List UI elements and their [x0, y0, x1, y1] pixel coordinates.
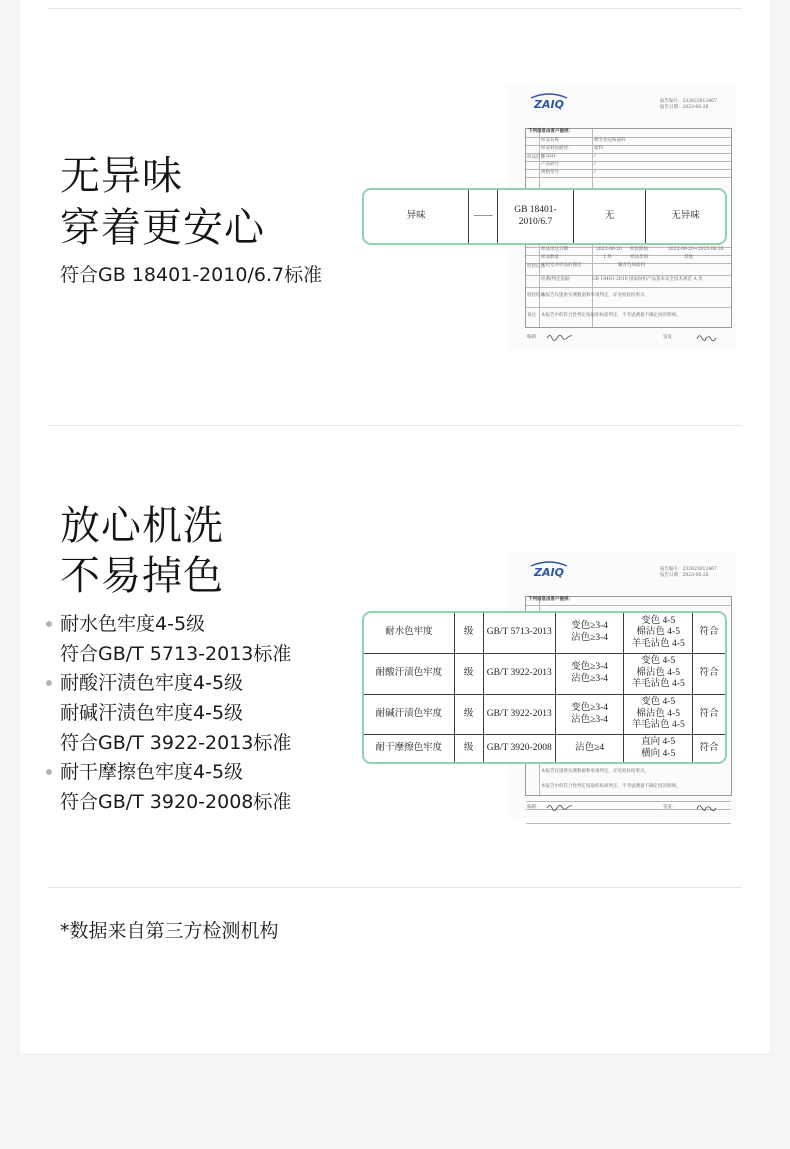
field-label: 规格型号：	[541, 170, 564, 175]
conclusion-label: 检验结论	[527, 293, 545, 298]
report-table-header: 下列信息由客户提供：	[528, 597, 573, 602]
report-number: 报告编号：232623012467	[660, 567, 717, 572]
reviewer-sign-label: 签发：	[663, 805, 677, 810]
test-standard: GB/T 3922-2013	[483, 694, 555, 735]
field-label: 样品ID：	[541, 154, 560, 159]
table-row	[364, 735, 725, 762]
zaiq-logo-icon	[526, 559, 572, 579]
conclusion-text: 本报告仅提供实测数据和单项判定，详见检验结果页。	[541, 769, 649, 774]
test-verdict: 符合	[692, 735, 725, 762]
odor-requirement: 无	[573, 190, 645, 243]
group-label: 检验信息	[527, 264, 545, 269]
test-item: 耐水色牢度	[364, 613, 454, 653]
test-standard: GB/T 3920-2008	[483, 735, 555, 762]
test-standard: GB/T 3922-2013	[483, 653, 555, 694]
odor-standard: GB 18401-2010/6.7	[498, 190, 574, 243]
test-requirement: 沾色≥4	[555, 735, 624, 762]
odor-unit: ——	[469, 190, 498, 243]
field-value: /	[594, 154, 596, 159]
section2-headline-line1: 放心机洗	[60, 503, 224, 549]
field-value: 2023-06-20~2023-06-26	[668, 247, 724, 252]
bullet-dot-icon	[46, 769, 52, 775]
data-source-footnote: *数据来自第三方检测机构	[60, 920, 279, 942]
field-label: 样品材质描述：	[541, 146, 573, 151]
field-value: 1 块	[603, 255, 612, 260]
test-item: 耐酸汗渍色牢度	[364, 653, 454, 694]
test-result: 变色 4-5 棉沾色 4-5 羊毛沾色 4-5	[624, 653, 693, 694]
field-value: 2023-06-20	[596, 247, 622, 252]
test-requirement: 变色≥3-4 沾色≥3-4	[555, 653, 624, 694]
field-value: 藏青色绒面料	[618, 263, 645, 268]
report-table-header: 下列信息由客户提供：	[528, 129, 573, 134]
test-verdict: 符合	[692, 653, 725, 694]
field-label: 检测/判定依据：	[541, 277, 575, 282]
test-result: 直向 4-5 横向 4-5	[624, 735, 693, 762]
test-item: 耐干摩擦色牢度	[364, 735, 454, 762]
editor-sign-label: 编制：	[527, 335, 541, 340]
report-date: 报告日期：2023-06-26	[660, 573, 709, 578]
section1-headline-line2: 穿着更安心	[60, 205, 265, 251]
test-item: 耐碱汗渍色牢度	[364, 694, 454, 735]
bullet-dot-icon	[46, 621, 52, 627]
list-item: 耐酸汗渍色牢度4-5级	[46, 669, 291, 699]
field-label: 样品类别：	[630, 255, 653, 260]
test-result: 变色 4-5 棉沾色 4-5 羊毛沾色 4-5	[624, 694, 693, 735]
table-row	[364, 653, 725, 694]
note-text: 本报告中的符合性判定按取样标准判定，不考虑测量不确定度的影响。	[541, 784, 681, 789]
test-verdict: 符合	[692, 613, 725, 653]
field-value: GB 18401-2010 国家纺织产品基本安全技术规范 A 类	[592, 277, 703, 282]
signature-icon	[546, 803, 574, 811]
signature-icon	[696, 803, 718, 812]
list-item: 符合GB/T 3922-2013标准	[60, 731, 292, 754]
svg-text:ZAIQ: ZAIQ	[534, 98, 564, 111]
divider-middle	[48, 425, 742, 426]
field-value: /	[594, 170, 596, 175]
section1-headline-line1: 无异味	[60, 153, 183, 199]
note-text: 本报告中的符合性判定按取样标准判定，不考虑测量不确定度的影响。	[541, 313, 681, 318]
report-number: 报告编号：232623012467	[660, 99, 717, 104]
field-value: 秋冬卷边袜面料	[594, 138, 626, 143]
field-label: 产品款号：	[541, 162, 564, 167]
odor-item: 异味	[364, 190, 469, 243]
signature-icon	[546, 333, 574, 341]
test-requirement: 变色≥3-4 沾色≥3-4	[555, 613, 624, 653]
test-result: 变色 4-5 棉沾色 4-5 羊毛沾色 4-5	[624, 613, 693, 653]
list-item: 耐水色牢度4-5级	[46, 610, 291, 640]
field-label: 样品名称：	[541, 138, 564, 143]
test-unit: 级	[454, 613, 483, 653]
section2-headline-line2: 不易掉色	[60, 553, 224, 599]
odor-result: 无异味	[646, 190, 725, 243]
field-value: 其他	[684, 255, 693, 260]
svg-text:ZAIQ: ZAIQ	[534, 566, 564, 579]
conclusion-text: 本报告仅提供实测数据和单项判定，详见检验结果页。	[541, 293, 649, 298]
table-row	[364, 613, 725, 653]
reviewer-sign-label: 签发：	[663, 335, 677, 340]
table-row	[364, 694, 725, 735]
field-label: 样品数量：	[541, 255, 564, 260]
test-verdict: 符合	[692, 694, 725, 735]
note-label: 备注	[527, 313, 536, 318]
list-item: 符合GB/T 5713-2013标准	[60, 642, 292, 665]
test-unit: 级	[454, 694, 483, 735]
odor-result-highlight	[362, 188, 727, 245]
field-value: 面料	[594, 146, 603, 151]
list-item: 耐干摩擦色牢度4-5级	[46, 758, 291, 788]
test-standard: GB/T 5713-2013	[483, 613, 555, 653]
list-item: 耐碱汗渍色牢度4-5级	[60, 702, 244, 725]
group-label: 样品信息	[527, 155, 545, 160]
colorfastness-result-highlight	[362, 611, 727, 764]
list-item: 符合GB/T 3920-2008标准	[60, 791, 292, 814]
divider-top	[48, 8, 742, 9]
section1-standard: 符合GB 18401-2010/6.7标准	[60, 264, 323, 286]
zaiq-logo-icon	[526, 91, 572, 111]
field-label: 检验期间：	[630, 247, 653, 252]
report-date: 报告日期：2023-06-26	[660, 105, 709, 110]
test-unit: 级	[454, 735, 483, 762]
test-unit: 级	[454, 653, 483, 694]
divider-bottom	[48, 887, 742, 888]
test-requirement: 变色≥3-4 沾色≥3-4	[555, 694, 624, 735]
field-label: 实验室对样品的描述：	[541, 263, 586, 268]
bullet-dot-icon	[46, 680, 52, 686]
editor-sign-label: 编制：	[527, 805, 541, 810]
signature-icon	[696, 333, 718, 342]
field-label: 样品送达日期：	[541, 247, 573, 252]
field-value: /	[594, 162, 596, 167]
colorfastness-list	[46, 610, 291, 818]
